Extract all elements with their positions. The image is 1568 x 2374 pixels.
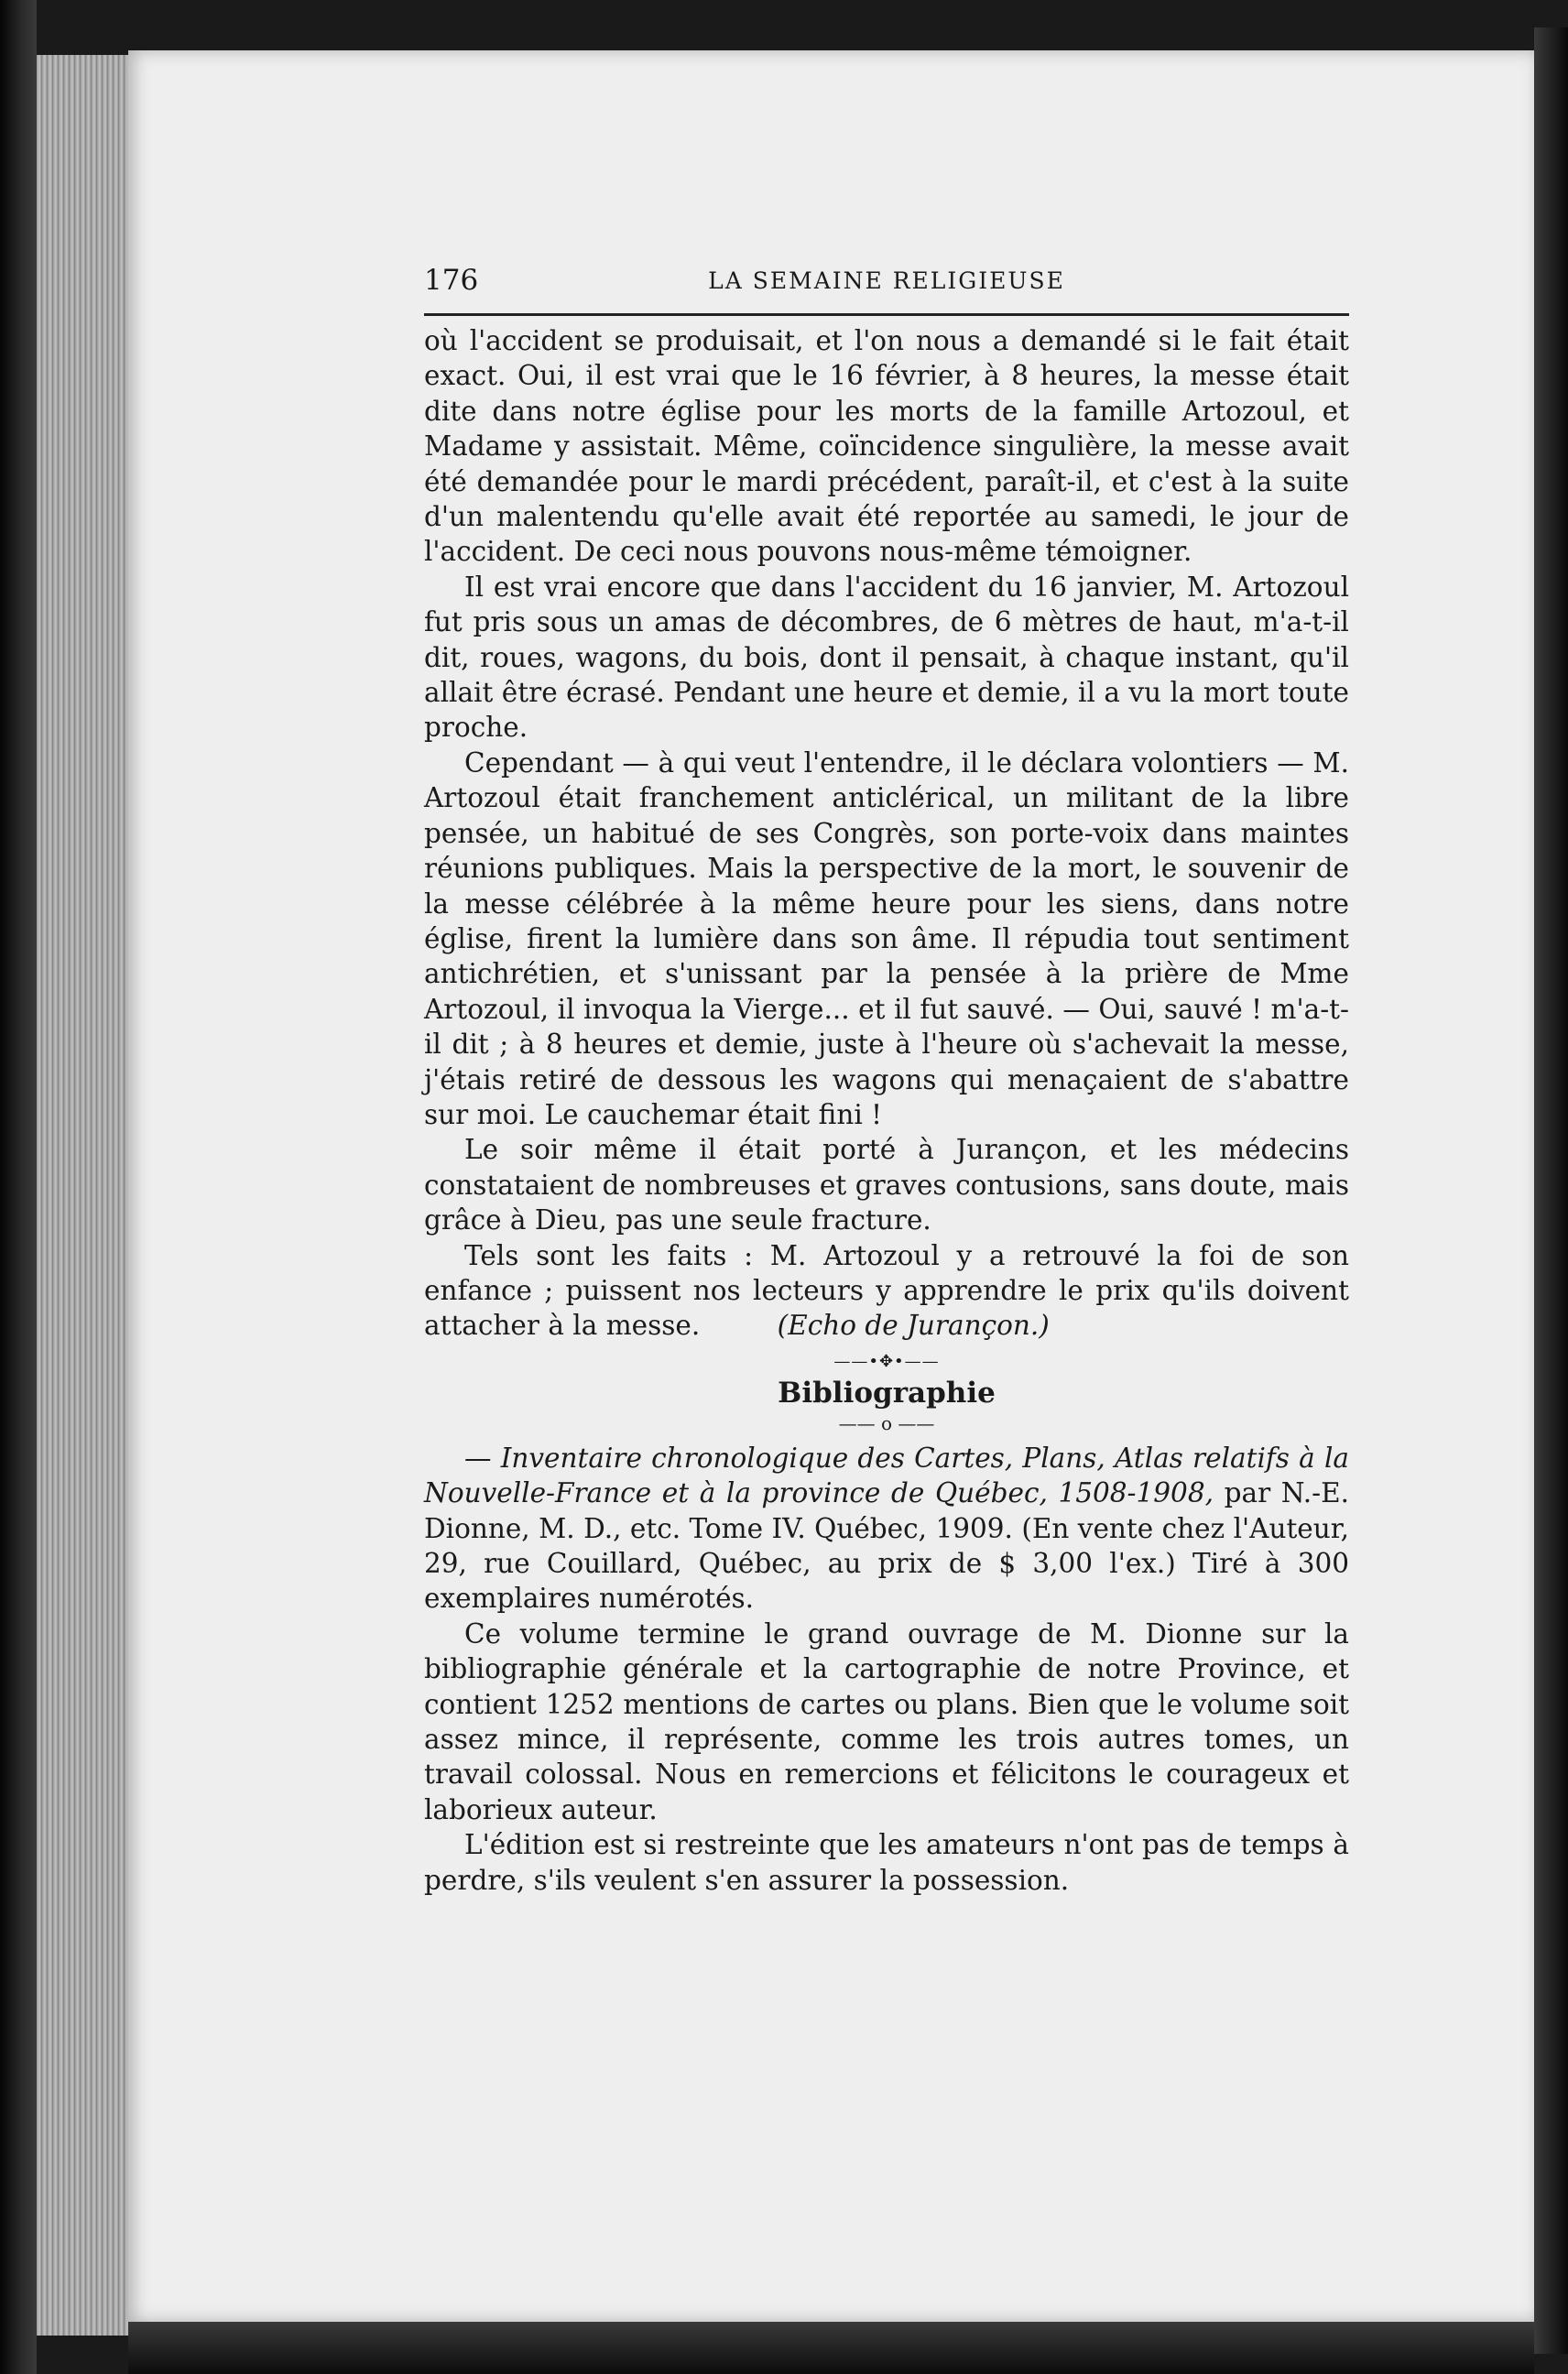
bottom-page-edge <box>128 2322 1534 2374</box>
page-number: 176 <box>424 264 479 297</box>
running-title: LA SEMAINE RELIGIEUSE <box>708 267 1065 294</box>
bibliography-paragraph-3: L'édition est si restreinte que les amateurs n'ont pas de temps à perdre, s'ils veulent s'en assurer la possession. <box>424 1829 1349 1896</box>
article-paragraph-5 <box>424 1238 1349 1344</box>
article-paragraph-2: Il est vrai encore que dans l'accident du 16 janvier, M. Artozoul fut pris sous un amas de décombres, de 6 mètres de haut, m'a-t-il dit, roues, wagons, du bois, dont il pensait, à chaque instant, qu'il allait être écrasé. Pendant une heure et demie, il a vu la mort toute proche. <box>424 571 1349 744</box>
article-paragraph-1: où l'accident se produisait, et l'on nous a demandé si le fait était exact. Oui, il est vrai que le 16 février, à 8 heures, la messe était dite dans notre église pour les morts de la famille Artozoul, et Madame y assistait. Même, coïncidence singulière, la messe avait été demandée pour le mardi précédent, paraît-il, et c'est à la suite d'un malentendu qu'elle avait été reportée au samedi, le jour de l'accident. De ceci nous pouvons nous-même témoigner. <box>424 325 1349 568</box>
bibliography-entry-details: par N.-E. Dionne, M. D., etc. Tome IV. Québec, 1909. (En vente chez l'Auteur, 29, rue Couillard, Québec, au prix de $ 3,00 l'ex.) Tiré à 300 exemplaires numérotés. <box>424 1477 1349 1615</box>
page-content <box>424 260 1349 1898</box>
bibliography-entry <box>424 1441 1349 1617</box>
bibliography-paragraph-2: Ce volume termine le grand ouvrage de M. Dionne sur la bibliographie générale et la cartographie de notre Province, et contient 1252 mentions de cartes ou plans. Bien que le volume soit assez mince, il représente, comme les trois autres tomes, un travail colossal. Nous en remercions et félicitons le courageux et laborieux auteur. <box>424 1617 1349 1825</box>
right-page-edge <box>1534 27 1568 2354</box>
bibliography-rule: —— o —— <box>838 1411 935 1434</box>
book-binding-shadow <box>0 0 37 2374</box>
bibliography-heading: Bibliographie <box>778 1376 996 1410</box>
article-paragraph-3: Cependant — à qui veut l'entendre, il le déclara volontiers — M. Artozoul était franchement anticlérical, un militant de la libre pensée, un habitué de ses Congrès, son porte-voix dans maintes réunions publiques. Mais la perspective de la mort, le souvenir de la messe célébrée à la même heure pour les siens, dans notre église, firent la lumière dans son âme. Il répudia tout sentiment antichrétien, et s'unissant par la pensée à la prière de Mme Artozoul, il invoqua la Vierge... et il fut sauvé. — Oui, sauvé ! m'a-t-il dit ; à 8 heures et demie, juste à l'heure où s'achevait la messe, j'étais retiré de dessous les wagons qui menaçaient de s'abattre sur moi. Le cauchemar était fini ! <box>424 746 1349 1130</box>
article-paragraph-4: Le soir même il était porté à Jurançon, et les médecins constataient de nombreuses et graves contusions, sans doute, mais grâce à Dieu, pas une seule fracture. <box>424 1134 1349 1236</box>
section-divider-ornament: ——•✥•—— <box>833 1351 940 1371</box>
page-header <box>424 260 1349 316</box>
bibliography-entry-title: — Inventaire chronologique des Cartes, Plans, Atlas relatifs à la Nouvelle-France et à la province de Québec, 1508-1908, <box>424 1442 1349 1509</box>
article-source: (Echo de Jurançon.) <box>777 1310 1050 1342</box>
article-body <box>424 323 1349 1898</box>
article-paragraph-5-text: Tels sont les faits : M. Artozoul y a retrouvé la foi de son enfance ; puissent nos lecteurs y apprendre le prix qu'ils doivent attacher à la messe. <box>424 1239 1349 1342</box>
